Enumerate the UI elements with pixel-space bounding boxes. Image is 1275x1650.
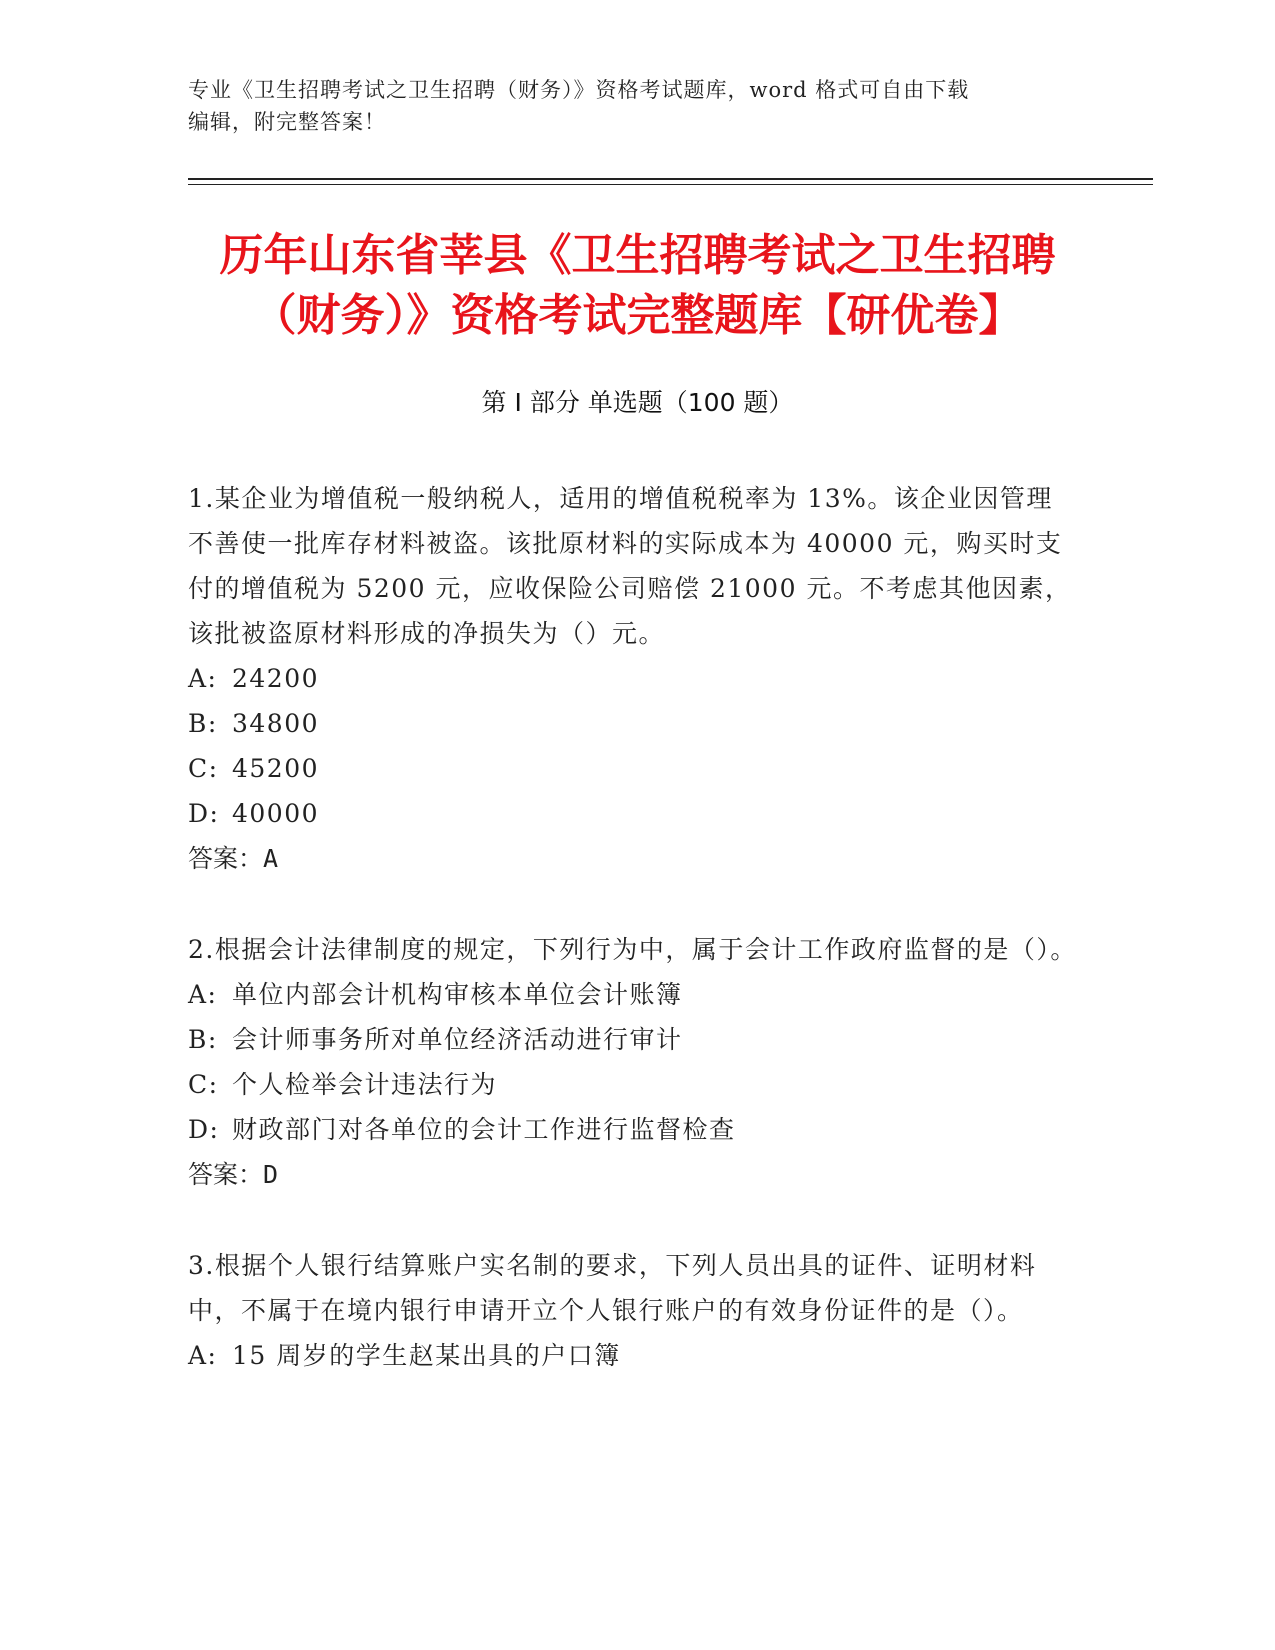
- header-rule-thin: [188, 184, 1153, 185]
- section-title: 第 I 部分 单选题（100 题）: [481, 388, 794, 417]
- question-3: [188, 1243, 1078, 1378]
- question-stem: 1.某企业为增值税一般纳税人，适用的增值税税率为 13%。该企业因管理不善使一批库存材料被盗。该批原材料的实际成本为 40000 元，购买时支付的增值税为 5200 元，应收保险公司赔偿 21000 元。不考虑其他因素，该批被盗原材料形成的净损失为（）元。: [188, 484, 1072, 648]
- option-key: D:: [188, 799, 220, 828]
- option-text: 40000: [232, 799, 320, 828]
- header-rule-thick: [188, 178, 1153, 180]
- answer-value: D: [263, 1160, 279, 1189]
- header-note-line1: 专业《卫生招聘考试之卫生招聘（财务）》资格考试题库，word 格式可自由下载: [188, 78, 970, 102]
- option-b: [188, 1017, 1078, 1062]
- option-key: A:: [188, 664, 218, 693]
- option-d: [188, 1107, 1078, 1152]
- option-key: C:: [188, 1070, 219, 1099]
- option-key: D:: [188, 1115, 220, 1144]
- question-stem: 3.根据个人银行结算账户实名制的要求，下列人员出具的证件、证明材料中，不属于在境内银行申请开立个人银行账户的有效身份证件的是（）。: [188, 1251, 1037, 1325]
- option-key: A:: [188, 1341, 218, 1370]
- option-key: B:: [188, 709, 218, 738]
- option-text: 个人检举会计违法行为: [232, 1070, 498, 1099]
- document-title: [150, 226, 1125, 346]
- option-a: [188, 656, 1078, 701]
- option-text: 24200: [232, 664, 320, 693]
- option-key: A:: [188, 980, 218, 1009]
- option-text: 会计师事务所对单位经济活动进行审计: [232, 1025, 683, 1054]
- answer-label: 答案：: [188, 1160, 264, 1189]
- option-key: B:: [188, 1025, 218, 1054]
- option-c: [188, 746, 1078, 791]
- answer-line: [188, 1152, 1078, 1197]
- header-note: [188, 74, 1088, 138]
- answer-label: 答案：: [188, 844, 264, 873]
- document-title-line1: 历年山东省莘县《卫生招聘考试之卫生招聘: [219, 230, 1056, 281]
- option-text: 34800: [232, 709, 320, 738]
- question-2: [188, 927, 1078, 1197]
- answer-value: A: [263, 844, 279, 873]
- option-text: 15 周岁的学生赵某出具的户口簿: [232, 1341, 621, 1370]
- header-note-line2: 编辑，附完整答案！: [188, 110, 386, 134]
- document-title-line2: （财务）》资格考试完整题库【研优卷】: [252, 290, 1023, 341]
- option-key: C:: [188, 754, 219, 783]
- option-text: 45200: [232, 754, 320, 783]
- option-text: 财政部门对各单位的会计工作进行监督检查: [232, 1115, 736, 1144]
- answer-line: [188, 836, 1078, 881]
- option-a: [188, 1333, 1078, 1378]
- option-b: [188, 701, 1078, 746]
- question-list: [188, 476, 1078, 1424]
- option-d: [188, 791, 1078, 836]
- option-c: [188, 1062, 1078, 1107]
- option-text: 单位内部会计机构审核本单位会计账簿: [232, 980, 683, 1009]
- question-1: [188, 476, 1078, 881]
- option-a: [188, 972, 1078, 1017]
- question-stem: 2.根据会计法律制度的规定，下列行为中，属于会计工作政府监督的是（）。: [188, 935, 1077, 964]
